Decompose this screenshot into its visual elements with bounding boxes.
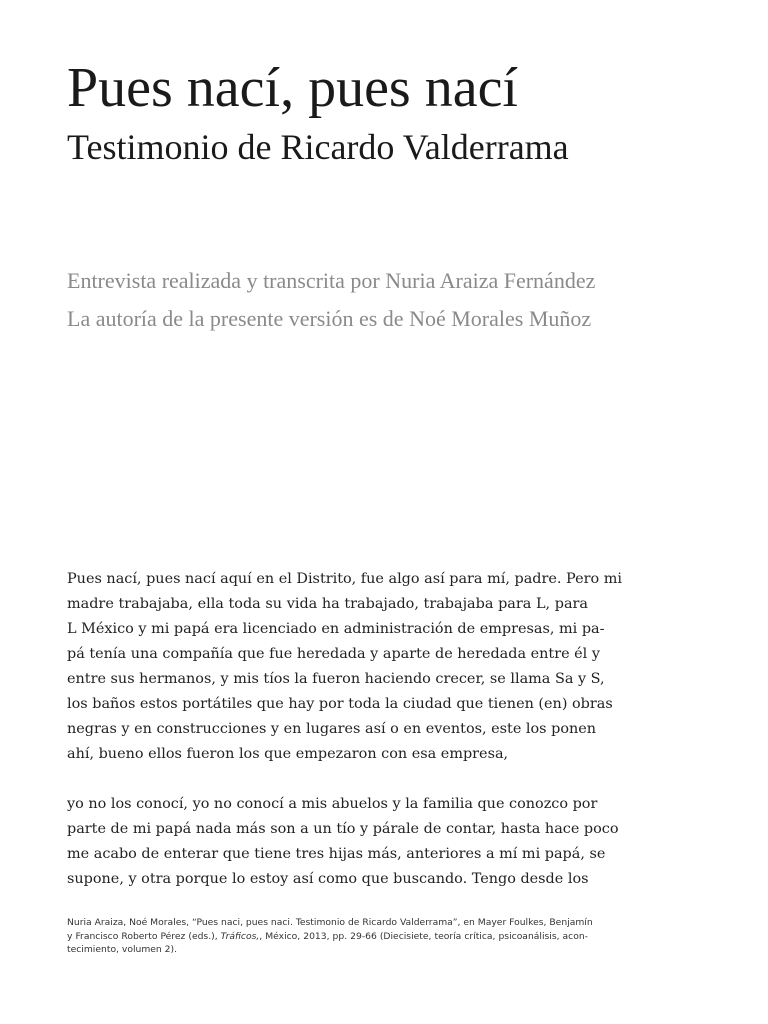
text-line: entre sus hermanos, y mis tíos la fueron haciendo crecer, se llama Sa y S, <box>67 671 605 687</box>
footnote-line: Nuria Araiza, Noé Morales, “Pues naci, pues naci. Testimonio de Ricardo Valderrama”, en Mayer Foulkes, Benjamín <box>67 917 593 928</box>
authorship-credit: La autoría de la presente versión es de Noé Morales Muñoz <box>67 306 592 331</box>
text-line: los baños estos portátiles que hay por toda la ciudad que tienen (en) obras <box>67 696 613 712</box>
document-title: Pues nací, pues nací <box>67 57 518 119</box>
footnote-line: tecimiento, volumen 2). <box>67 944 178 955</box>
text-line: supone, y otra porque lo estoy así como que buscando. Tengo desde los <box>67 871 589 887</box>
text-line: negras y en construcciones y en lugares así o en eventos, este los ponen <box>67 721 597 737</box>
document-subtitle: Testimonio de Ricardo Valderrama <box>67 127 569 167</box>
text-line: Pues nací, pues nací aquí en el Distrito, fue algo así para mí, padre. Pero mi <box>67 571 622 587</box>
text-line: L México y mi papá era licenciado en administración de empresas, mi pa- <box>67 621 605 637</box>
body-paragraph-2 <box>67 792 619 892</box>
citation-footnote <box>67 916 593 957</box>
text-line: pá tenía una compañía que fue heredada y aparte de heredada entre él y <box>67 646 600 662</box>
body-paragraph-1 <box>67 567 622 767</box>
footnote-editors: y Francisco Roberto Pérez (eds.), <box>67 930 218 942</box>
text-line: me acabo de enterar que tiene tres hijas más, anteriores a mí mi papá, se <box>67 846 606 862</box>
footnote-publication: , México, 2013, pp. 29-66 (Diecisiete, teoría crítica, psicoanálisis, acon- <box>259 930 588 942</box>
interview-credit: Entrevista realizada y transcrita por Nuria Araiza Fernández <box>67 268 596 293</box>
text-line: ahí, bueno ellos fueron los que empezaron con esa empresa, <box>67 746 509 762</box>
text-line: parte de mi papá nada más son a un tío y párale de contar, hasta hace poco <box>67 821 619 837</box>
footnote-book-title: Tráficos, <box>220 930 260 942</box>
text-line: madre trabajaba, ella toda su vida ha trabajado, trabajaba para L, para <box>67 596 588 612</box>
text-line: yo no los conocí, yo no conocí a mis abuelos y la familia que conozco por <box>67 796 598 812</box>
footnote-line <box>67 930 588 944</box>
